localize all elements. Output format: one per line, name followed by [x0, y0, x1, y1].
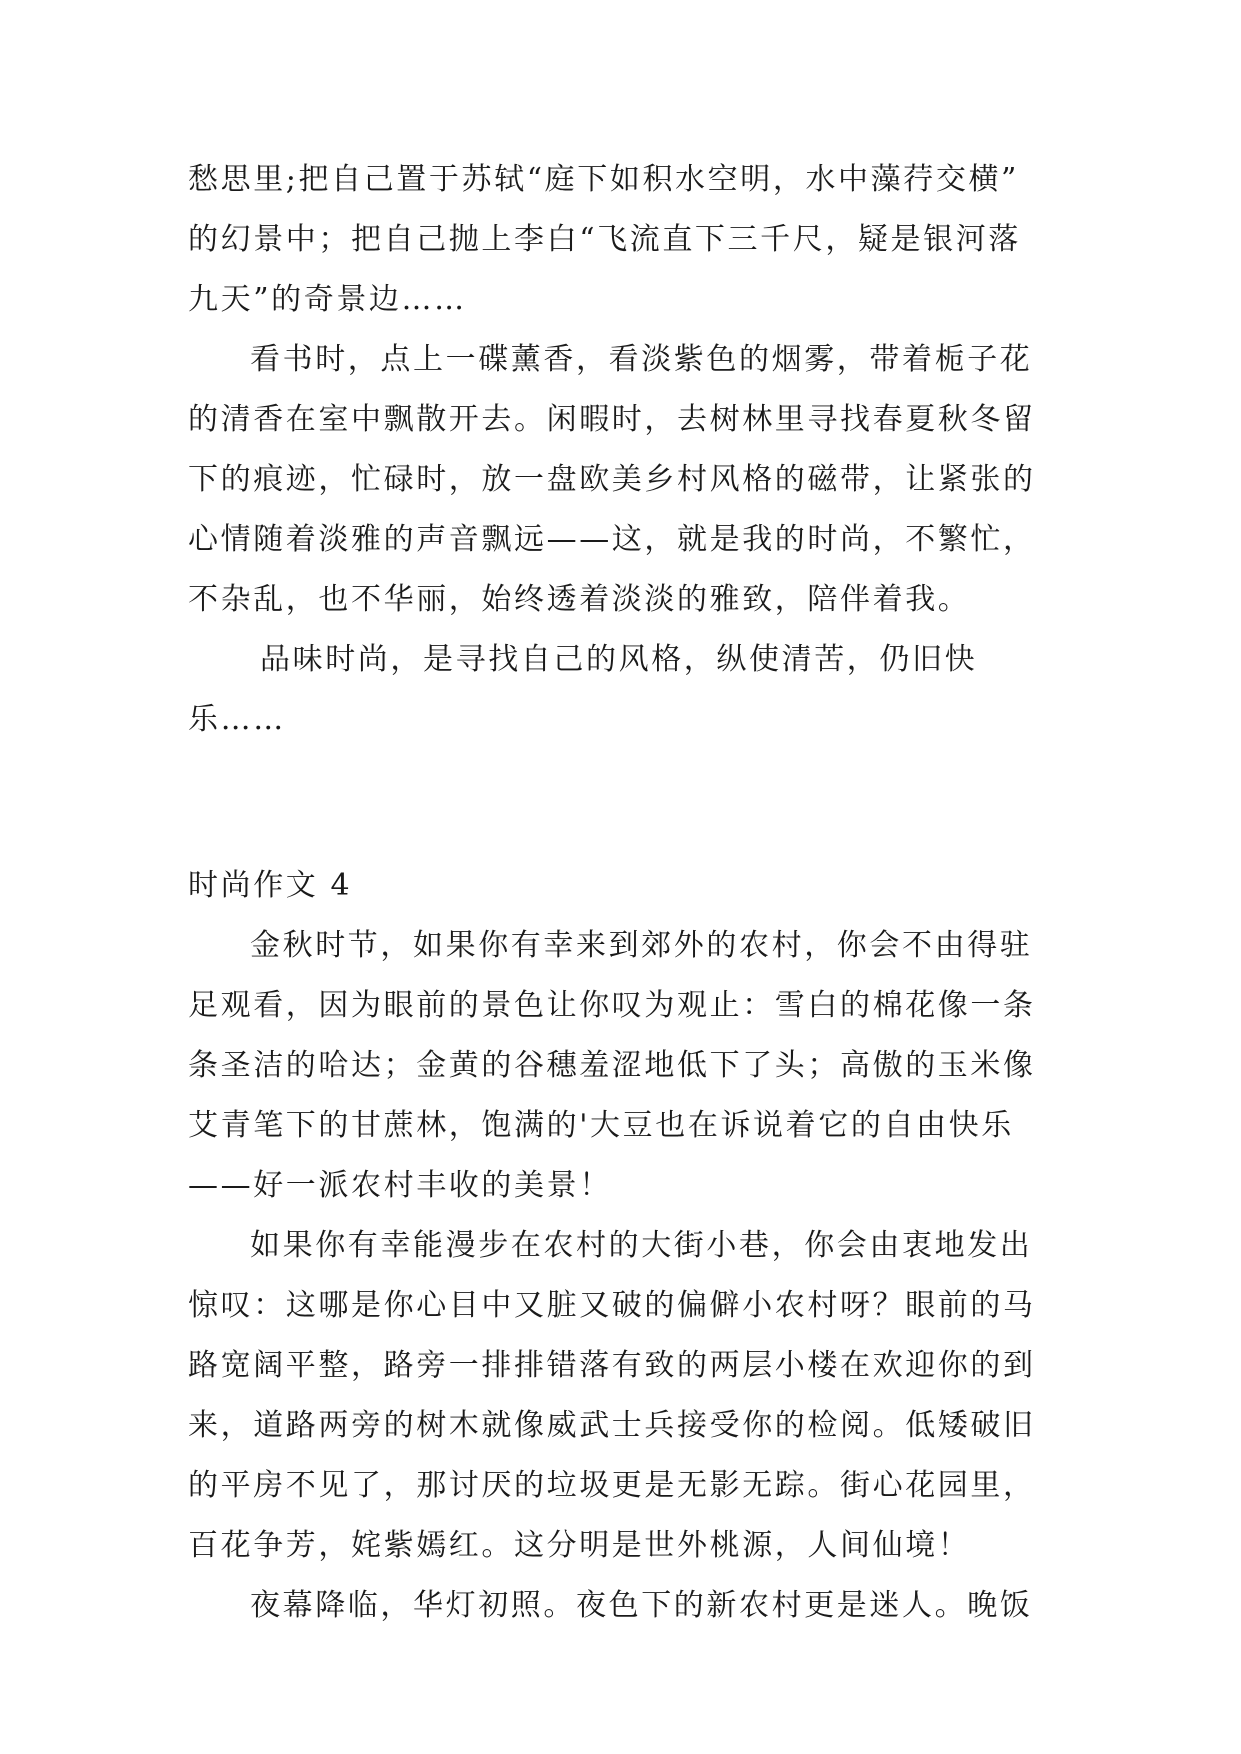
paragraph-village-streets [188, 1216, 1053, 1576]
text-line: 路宽阔平整，路旁一排排错落有致的两层小楼在欢迎你的到 [188, 1348, 1036, 1383]
text-line: 愁思里;把自己置于苏轼“庭下如积水空明，水中藻荇交横” [188, 162, 1019, 197]
paragraph-incense [188, 330, 1053, 630]
text-line: 不杂乱，也不华丽，始终透着淡淡的雅致，陪伴着我。 [188, 582, 971, 617]
text-line: 品味时尚，是寻找自己的风格，纵使清苦，仍旧快 [260, 642, 978, 677]
paragraph-night [188, 1576, 1053, 1636]
text-line: 百花争芳，姹紫嫣红。这分明是世外桃源，人间仙境！ [188, 1528, 971, 1563]
text-line: 的平房不见了，那讨厌的垃圾更是无影无踪。街心花园里， [188, 1468, 1036, 1503]
text-line: 看书时，点上一碟薰香，看淡紫色的烟雾，带着栀子花 [250, 342, 1033, 377]
text-line: 来，道路两旁的树木就像威武士兵接受你的检阅。低矮破旧 [188, 1408, 1036, 1443]
text-line: 的幻景中；把自己抛上李白“飞流直下三千尺，疑是银河落 [188, 222, 1021, 257]
paragraph-taste [188, 630, 1053, 750]
paragraph-continued [188, 150, 1053, 330]
text-line: 乐…… [188, 702, 286, 737]
section-spacer [188, 750, 1053, 856]
text-line: ——好一派农村丰收的美景！ [188, 1168, 612, 1203]
paragraph-autumn [188, 916, 1053, 1216]
text-line: 金秋时节，如果你有幸来到郊外的农村，你会不由得驻 [250, 928, 1033, 963]
text-line: 下的痕迹，忙碌时，放一盘欧美乡村风格的磁带，让紧张的 [188, 462, 1036, 497]
text-line: 夜幕降临，华灯初照。夜色下的新农村更是迷人。晚饭 [250, 1588, 1033, 1623]
text-line: 九天”的奇景边…… [188, 282, 467, 317]
text-line: 条圣洁的哈达；金黄的谷穗羞涩地低下了头；高傲的玉米像 [188, 1048, 1036, 1083]
text-line: 心情随着淡雅的声音飘远——这，就是我的时尚，不繁忙， [188, 522, 1036, 557]
document-page [188, 150, 1053, 1636]
text-line: 的清香在室中飘散开去。闲暇时，去树林里寻找春夏秋冬留 [188, 402, 1036, 437]
text-line: 艾青笔下的甘蔗林，饱满的'大豆也在诉说着它的自由快乐 [188, 1108, 1014, 1143]
text-line: 惊叹：这哪是你心目中又脏又破的偏僻小农村呀？眼前的马 [188, 1288, 1036, 1323]
text-line: 如果你有幸能漫步在农村的大街小巷，你会由衷地发出 [250, 1228, 1033, 1263]
essay-title: 时尚作文 4 [188, 868, 353, 903]
text-line: 足观看，因为眼前的景色让你叹为观止：雪白的棉花像一条 [188, 988, 1036, 1023]
